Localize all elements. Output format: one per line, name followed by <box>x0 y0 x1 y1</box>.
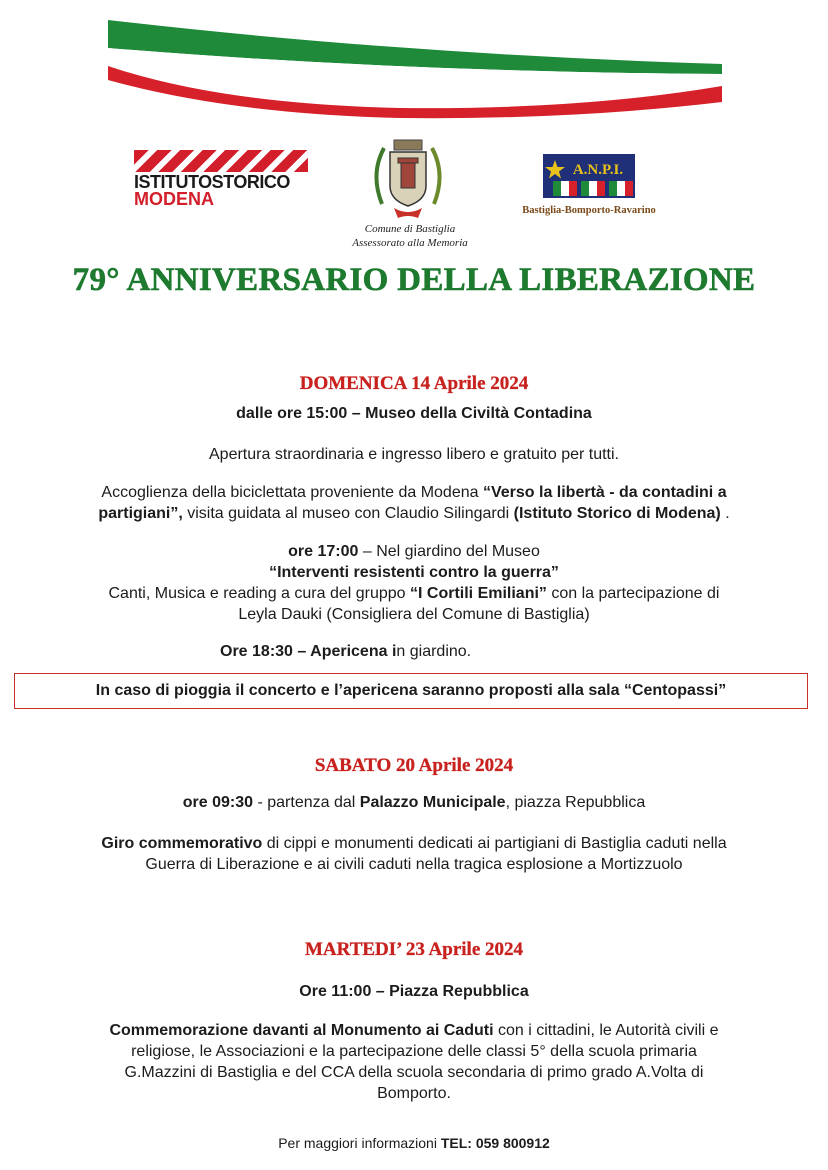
sabato-giro <box>0 833 828 875</box>
ore17-place: – Nel giardino del Museo <box>358 543 540 560</box>
canti-text: Canti, Musica e reading a cura del gruppo <box>108 585 411 602</box>
sabato-partenza: - partenza dal <box>253 794 360 811</box>
sabato-date: SABATO 20 Aprile 2024 <box>314 755 514 776</box>
istituto-city: MODENA <box>134 189 214 209</box>
interventi-title: “Interventi resistenti contro la guerra” <box>269 564 559 581</box>
domenica-apertura: Apertura straordinaria e ingresso libero e gratuito per tutti. <box>209 446 619 463</box>
acc-title-1: “Verso la libertà - da contadini a <box>482 484 727 501</box>
giro-rest: di cippi e monumenti dedicati ai partigiani di Bastiglia caduti nella <box>262 835 727 852</box>
comm-line2: religiose, le Associazioni e la partecipazione delle classi 5° della scuola primaria <box>131 1043 697 1060</box>
giro-line2: Guerra di Liberazione e ai civili caduti nella tragica esplosione a Mortizzuolo <box>145 856 683 873</box>
domenica-date: DOMENICA 14 Aprile 2024 <box>299 373 529 394</box>
comm-line3: G.Mazzini di Bastiglia e del CCA della scuola secondaria di primo grado A.Volta di <box>124 1064 704 1081</box>
domenica-time-line: dalle ore 15:00 – Museo della Civiltà Contadina <box>236 405 592 422</box>
comune-assessorato: Assessorato alla Memoria <box>352 237 468 249</box>
footer-tel[interactable]: TEL: 059 800912 <box>440 1135 550 1151</box>
comm-bold: Commemorazione davanti al Monumento ai Caduti <box>109 1022 494 1039</box>
leyla-line: Leyla Dauki (Consigliera del Comune di Bastiglia) <box>238 606 590 623</box>
anpi-section-name: Bastiglia-Bomporto-Ravarino <box>522 205 656 216</box>
martedi-date: MARTEDI’ 23 Aprile 2024 <box>305 939 523 960</box>
acc-title-2: partigiani”, <box>98 505 183 522</box>
cortili-emiliani: “I Cortili Emiliani” <box>410 585 547 602</box>
comm-rest: con i cittadini, le Autorità civili e <box>493 1022 719 1039</box>
istituto-storico-logo <box>134 150 310 208</box>
footer-label: Per maggiori informazioni <box>278 1135 441 1151</box>
acc-end: . <box>720 505 730 522</box>
sabato-piazza: , piazza Repubblica <box>505 794 646 811</box>
sabato-palazzo: Palazzo Municipale <box>359 794 506 811</box>
acc-text: Accoglienza della biciclettata proveniente da Modena <box>101 484 483 501</box>
domenica-ore17 <box>0 541 828 625</box>
rain-notice: In caso di pioggia il concerto e l’apericena saranno proposti alla sala “Centopassi” <box>14 673 808 709</box>
martedi-time-line: Ore 11:00 – Piazza Repubblica <box>299 983 529 1000</box>
ore17-time: ore 17:00 <box>288 543 359 560</box>
anpi-logo <box>543 154 635 198</box>
giro-bold: Giro commemorativo <box>101 835 263 852</box>
sabato-time: ore 09:30 <box>182 794 254 811</box>
comm-line4: Bomporto. <box>377 1085 451 1102</box>
istituto-name: ISTITUTOSTORICO <box>134 172 290 192</box>
apericena-bold: Ore 18:30 – Apericena i <box>220 643 397 660</box>
domenica-accoglienza <box>0 482 828 524</box>
footer-info <box>0 1135 828 1151</box>
comune-crest-icon <box>368 134 448 224</box>
acc-mid: visita guidata al museo con Claudio Silingardi <box>182 505 514 522</box>
sabato-time-line <box>0 792 828 813</box>
comune-caption <box>330 222 490 250</box>
martedi-commemorazione <box>0 1020 828 1104</box>
istituto-stripes <box>134 150 308 172</box>
acc-istituto: (Istituto Storico di Modena) <box>513 505 721 522</box>
domenica-apericena <box>220 641 471 662</box>
apericena-rest: n giardino. <box>396 643 472 660</box>
page-title: 79° ANNIVERSARIO DELLA LIBERAZIONE <box>72 262 756 298</box>
comune-name: Comune di Bastiglia <box>364 223 456 235</box>
anpi-label: A.N.P.I. <box>572 162 624 178</box>
tricolore-banner <box>100 14 730 119</box>
canti-post: con la partecipazione di <box>546 585 720 602</box>
